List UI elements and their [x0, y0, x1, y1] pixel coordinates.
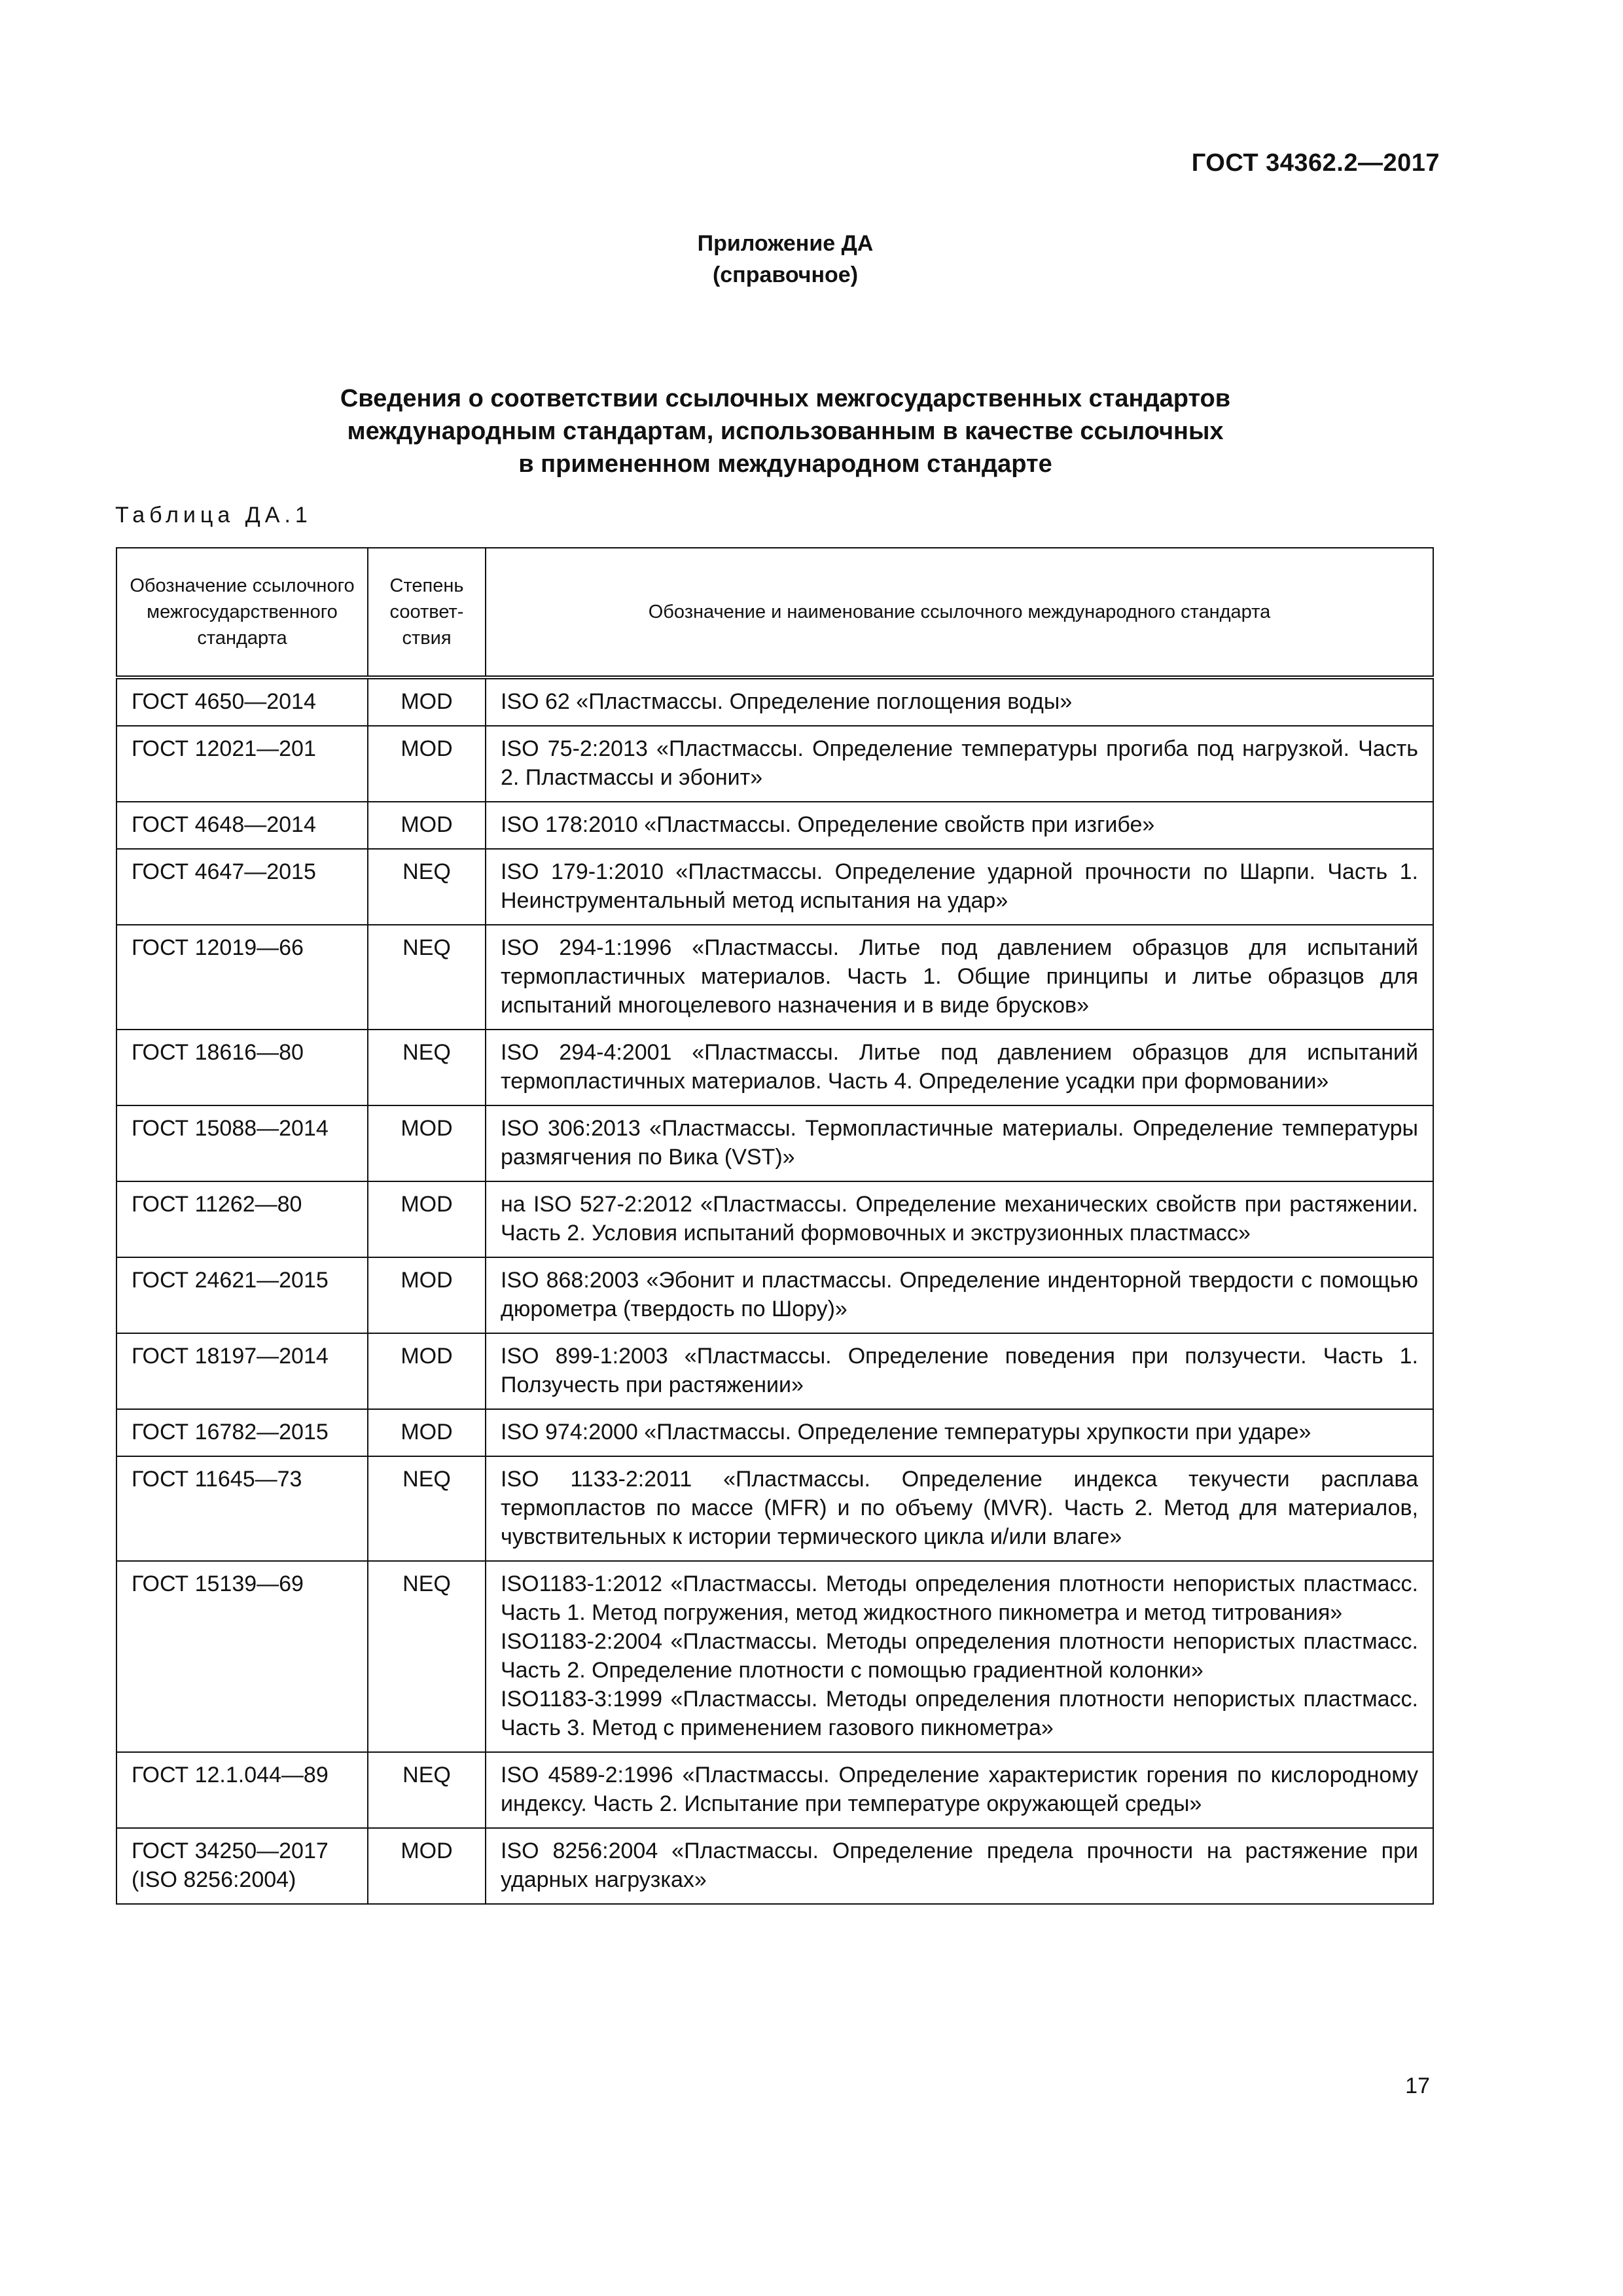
iso-reference: ISO 8256:2004 «Пластмассы. Определение предела прочности на растяжение при ударных нагрузках»	[501, 1839, 1418, 1892]
appendix-subtitle: (справочное)	[712, 262, 859, 287]
cell-gost: ГОСТ 11645—73	[116, 1456, 368, 1561]
iso-reference: ISO1183-3:1999 «Пластмассы. Методы определения плотности непористых пластмасс. Часть 3. Метод с применением газового пикнометра»	[501, 1687, 1418, 1740]
header-gost: Обозначение ссылочного межгосударственного стандарта	[116, 548, 368, 677]
table-header-row	[116, 548, 1433, 677]
cell-gost: ГОСТ 15088—2014	[116, 1105, 368, 1181]
iso-reference: ISO 1133-2:2011 «Пластмассы. Определение индекса текучести расплава термопластов по массе (MFR) и по объему (MVR). Часть 2. Метод для материалов, чувствительных к истории термического цикла и/или влаге»	[501, 1467, 1418, 1549]
iso-reference: ISO 899-1:2003 «Пластмассы. Определение поведения при ползучести. Часть 1. Ползучесть при растяжении»	[501, 1344, 1418, 1397]
page-number: 17	[1405, 2073, 1430, 2098]
cell-gost: ГОСТ 12019—66	[116, 925, 368, 1030]
appendix-title: Приложение ДА	[697, 231, 874, 256]
table-row	[116, 802, 1433, 849]
cell-degree: MOD	[368, 1409, 486, 1456]
cell-gost: ГОСТ 24621—2015	[116, 1257, 368, 1333]
cell-iso	[486, 1257, 1433, 1333]
iso-reference: ISO 294-1:1996 «Пластмассы. Литье под давлением образцов для испытаний термопластичных материалов. Часть 1. Общие принципы и литье образцов для испытаний многоцелевого назначения и в виде брусков»	[501, 935, 1418, 1018]
iso-reference: ISO 868:2003 «Эбонит и пластмассы. Определение инденторной твердости с помощью дюрометра (твердость по Шору)»	[501, 1268, 1418, 1321]
heading-line-1: Сведения о соответствии ссылочных межгосударственных стандартов	[340, 385, 1231, 412]
cell-iso	[486, 1409, 1433, 1456]
table-row	[116, 849, 1433, 925]
cell-gost: ГОСТ 4647—2015	[116, 849, 368, 925]
section-heading	[0, 382, 1571, 480]
table-row	[116, 1752, 1433, 1828]
cell-degree: MOD	[368, 802, 486, 849]
heading-line-3: в примененном международном стандарте	[518, 450, 1052, 478]
cell-iso	[486, 1828, 1433, 1904]
cell-gost: ГОСТ 12021—201	[116, 726, 368, 802]
cell-iso	[486, 802, 1433, 849]
header-iso: Обозначение и наименование ссылочного международного стандарта	[486, 548, 1433, 677]
table-row	[116, 1456, 1433, 1561]
cell-iso	[486, 1752, 1433, 1828]
iso-reference: ISO 178:2010 «Пластмассы. Определение свойств при изгибе»	[501, 812, 1155, 837]
cell-iso	[486, 726, 1433, 802]
cell-degree: MOD	[368, 677, 486, 726]
table-container	[116, 547, 1433, 1905]
cell-iso	[486, 849, 1433, 925]
cell-degree: MOD	[368, 1181, 486, 1257]
cell-degree: MOD	[368, 726, 486, 802]
header-degree: Степень соответствия	[368, 548, 486, 677]
iso-reference: ISO 62 «Пластмассы. Определение поглощения воды»	[501, 689, 1073, 714]
cell-degree: MOD	[368, 1333, 486, 1409]
cell-degree: NEQ	[368, 1561, 486, 1752]
cell-gost: ГОСТ 4650—2014	[116, 677, 368, 726]
table-row	[116, 677, 1433, 726]
iso-reference: ISO 75-2:2013 «Пластмассы. Определение температуры прогиба под нагрузкой. Часть 2. Пластмассы и эбонит»	[501, 736, 1418, 790]
table-row	[116, 726, 1433, 802]
iso-reference: ISO 179-1:2010 «Пластмассы. Определение ударной прочности по Шарпи. Часть 1. Неинструментальный метод испытания на удар»	[501, 859, 1418, 913]
table-row	[116, 1561, 1433, 1752]
standards-table	[116, 547, 1434, 1905]
table-row	[116, 925, 1433, 1030]
iso-reference: ISO 4589-2:1996 «Пластмассы. Определение характеристик горения по кислородному индексу. Часть 2. Испытание при температуре окружающей среды»	[501, 1763, 1418, 1816]
cell-degree: NEQ	[368, 1456, 486, 1561]
cell-degree: NEQ	[368, 1030, 486, 1105]
cell-degree: NEQ	[368, 1752, 486, 1828]
cell-iso	[486, 925, 1433, 1030]
iso-reference: ISO 306:2013 «Пластмассы. Термопластичные материалы. Определение температуры размягчения по Вика (VST)»	[501, 1116, 1418, 1170]
iso-reference: ISO 974:2000 «Пластмассы. Определение температуры хрупкости при ударе»	[501, 1420, 1311, 1444]
cell-gost: ГОСТ 18616—80	[116, 1030, 368, 1105]
table-row	[116, 1333, 1433, 1409]
table-row	[116, 1409, 1433, 1456]
cell-degree: MOD	[368, 1105, 486, 1181]
table-row	[116, 1828, 1433, 1904]
iso-reference: ISO 294-4:2001 «Пластмассы. Литье под давлением образцов для испытаний термопластичных материалов. Часть 4. Определение усадки при формовании»	[501, 1040, 1418, 1094]
cell-iso	[486, 1561, 1433, 1752]
cell-iso	[486, 1105, 1433, 1181]
table-row	[116, 1181, 1433, 1257]
appendix-title-block	[0, 228, 1571, 291]
table-body	[116, 677, 1433, 1904]
heading-line-2: международным стандартам, использованным в качестве ссылочных	[347, 418, 1224, 445]
cell-gost: ГОСТ 11262—80	[116, 1181, 368, 1257]
iso-reference: на ISO 527-2:2012 «Пластмассы. Определение механических свойств при растяжении. Часть 2. Условия испытаний формовочных и экструзионных пластмасс»	[501, 1192, 1418, 1246]
iso-reference: ISO1183-2:2004 «Пластмассы. Методы определения плотности непористых пластмасс. Часть 2. Определение плотности с помощью градиентной колонки»	[501, 1629, 1418, 1683]
cell-degree: NEQ	[368, 849, 486, 925]
cell-gost: ГОСТ 12.1.044—89	[116, 1752, 368, 1828]
cell-gost: ГОСТ 18197—2014	[116, 1333, 368, 1409]
cell-degree: MOD	[368, 1828, 486, 1904]
cell-iso	[486, 677, 1433, 726]
cell-gost: ГОСТ 4648—2014	[116, 802, 368, 849]
table-row	[116, 1105, 1433, 1181]
cell-iso	[486, 1181, 1433, 1257]
cell-gost: ГОСТ 15139—69	[116, 1561, 368, 1752]
cell-iso	[486, 1333, 1433, 1409]
cell-degree: MOD	[368, 1257, 486, 1333]
document-code: ГОСТ 34362.2—2017	[1191, 149, 1440, 177]
table-row	[116, 1030, 1433, 1105]
cell-gost: ГОСТ 16782—2015	[116, 1409, 368, 1456]
table-label: Таблица ДА.1	[115, 503, 312, 528]
cell-degree: NEQ	[368, 925, 486, 1030]
iso-reference: ISO1183-1:2012 «Пластмассы. Методы определения плотности непористых пластмасс. Часть 1. Метод погружения, метод жидкостного пикнометра и метод титрования»	[501, 1571, 1418, 1625]
cell-gost: ГОСТ 34250—2017 (ISO 8256:2004)	[116, 1828, 368, 1904]
table-row	[116, 1257, 1433, 1333]
cell-iso	[486, 1456, 1433, 1561]
cell-iso	[486, 1030, 1433, 1105]
